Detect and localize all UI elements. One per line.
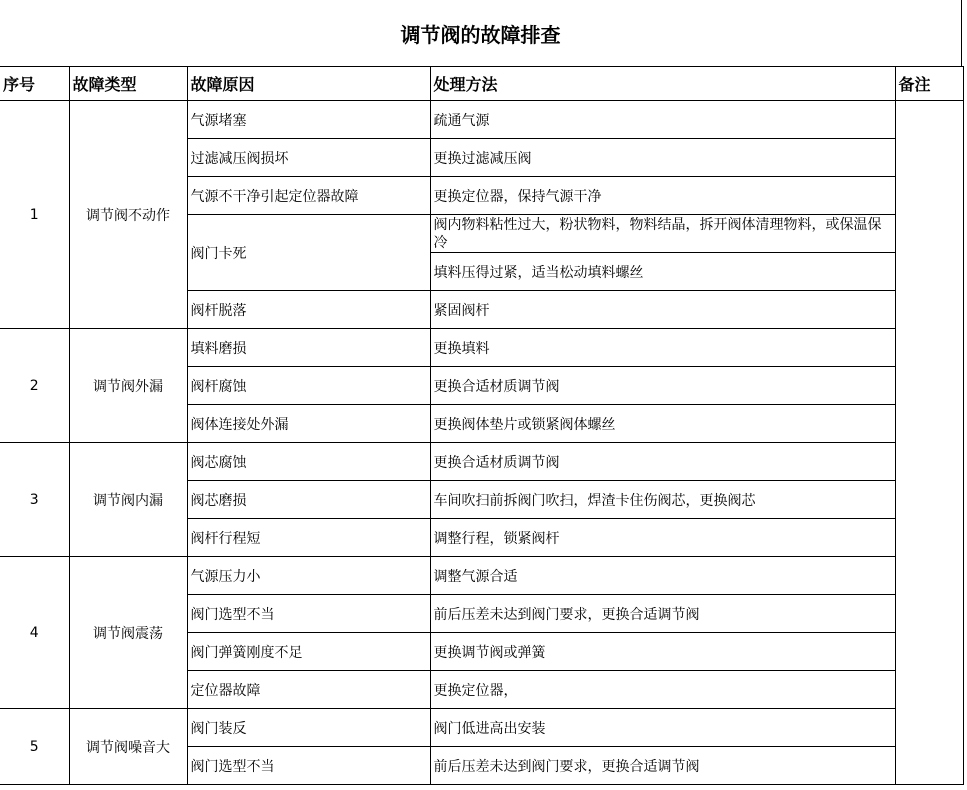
cell-method: 紧固阀杆 bbox=[430, 291, 895, 329]
cell-cause: 气源不干净引起定位器故障 bbox=[187, 177, 430, 215]
cell-cause: 填料磨损 bbox=[187, 329, 430, 367]
fault-table bbox=[0, 66, 964, 785]
cell-method: 调整行程，锁紧阀杆 bbox=[430, 519, 895, 557]
table-body bbox=[0, 101, 963, 785]
cell-method: 更换阀体垫片或锁紧阀体螺丝 bbox=[430, 405, 895, 443]
cell-method: 阀门低进高出安装 bbox=[430, 709, 895, 747]
table-row bbox=[0, 557, 963, 595]
cell-cause: 阀杆腐蚀 bbox=[187, 367, 430, 405]
cell-fault-type: 调节阀不动作 bbox=[69, 101, 187, 329]
cell-method: 更换合适材质调节阀 bbox=[430, 367, 895, 405]
cell-method: 调整气源合适 bbox=[430, 557, 895, 595]
table-row bbox=[0, 443, 963, 481]
cell-cause: 阀门选型不当 bbox=[187, 747, 430, 785]
cell-cause: 阀门卡死 bbox=[187, 215, 430, 291]
cell-cause: 阀芯磨损 bbox=[187, 481, 430, 519]
cell-method: 疏通气源 bbox=[430, 101, 895, 139]
cell-note bbox=[895, 101, 963, 785]
cell-cause: 阀杆行程短 bbox=[187, 519, 430, 557]
header-note: 备注 bbox=[895, 67, 963, 101]
cell-cause: 气源堵塞 bbox=[187, 101, 430, 139]
cell-cause: 阀体连接处外漏 bbox=[187, 405, 430, 443]
cell-cause: 阀门装反 bbox=[187, 709, 430, 747]
header-no: 序号 bbox=[0, 67, 69, 101]
cell-no: 2 bbox=[0, 329, 69, 443]
cell-method: 更换调节阀或弹簧 bbox=[430, 633, 895, 671]
cell-method: 前后压差未达到阀门要求，更换合适调节阀 bbox=[430, 595, 895, 633]
cell-method: 更换过滤减压阀 bbox=[430, 139, 895, 177]
cell-method: 更换合适材质调节阀 bbox=[430, 443, 895, 481]
header-row bbox=[0, 67, 963, 101]
cell-fault-type: 调节阀内漏 bbox=[69, 443, 187, 557]
table-row bbox=[0, 101, 963, 139]
table-row bbox=[0, 329, 963, 367]
header-method: 处理方法 bbox=[430, 67, 895, 101]
cell-no: 5 bbox=[0, 709, 69, 785]
cell-cause: 过滤减压阀损坏 bbox=[187, 139, 430, 177]
cell-method: 更换填料 bbox=[430, 329, 895, 367]
cell-no: 4 bbox=[0, 557, 69, 709]
cell-cause: 阀门弹簧刚度不足 bbox=[187, 633, 430, 671]
cell-fault-type: 调节阀震荡 bbox=[69, 557, 187, 709]
cell-cause: 气源压力小 bbox=[187, 557, 430, 595]
cell-method: 车间吹扫前拆阀门吹扫，焊渣卡住伤阀芯，更换阀芯 bbox=[430, 481, 895, 519]
cell-method: 更换定位器， bbox=[430, 671, 895, 709]
cell-method: 更换定位器，保持气源干净 bbox=[430, 177, 895, 215]
header-cause: 故障原因 bbox=[187, 67, 430, 101]
cell-fault-type: 调节阀外漏 bbox=[69, 329, 187, 443]
cell-cause: 阀杆脱落 bbox=[187, 291, 430, 329]
cell-method: 填料压得过紧，适当松动填料螺丝 bbox=[430, 253, 895, 291]
cell-fault-type: 调节阀噪音大 bbox=[69, 709, 187, 785]
header-type: 故障类型 bbox=[69, 67, 187, 101]
cell-method: 前后压差未达到阀门要求，更换合适调节阀 bbox=[430, 747, 895, 785]
table-row bbox=[0, 709, 963, 747]
cell-no: 1 bbox=[0, 101, 69, 329]
page-title: 调节阀的故障排查 bbox=[0, 0, 962, 66]
cell-cause: 定位器故障 bbox=[187, 671, 430, 709]
cell-cause: 阀门选型不当 bbox=[187, 595, 430, 633]
cell-cause: 阀芯腐蚀 bbox=[187, 443, 430, 481]
cell-method: 阀内物料粘性过大，粉状物料，物料结晶，拆开阀体清理物料，或保温保冷 bbox=[430, 215, 895, 253]
cell-no: 3 bbox=[0, 443, 69, 557]
